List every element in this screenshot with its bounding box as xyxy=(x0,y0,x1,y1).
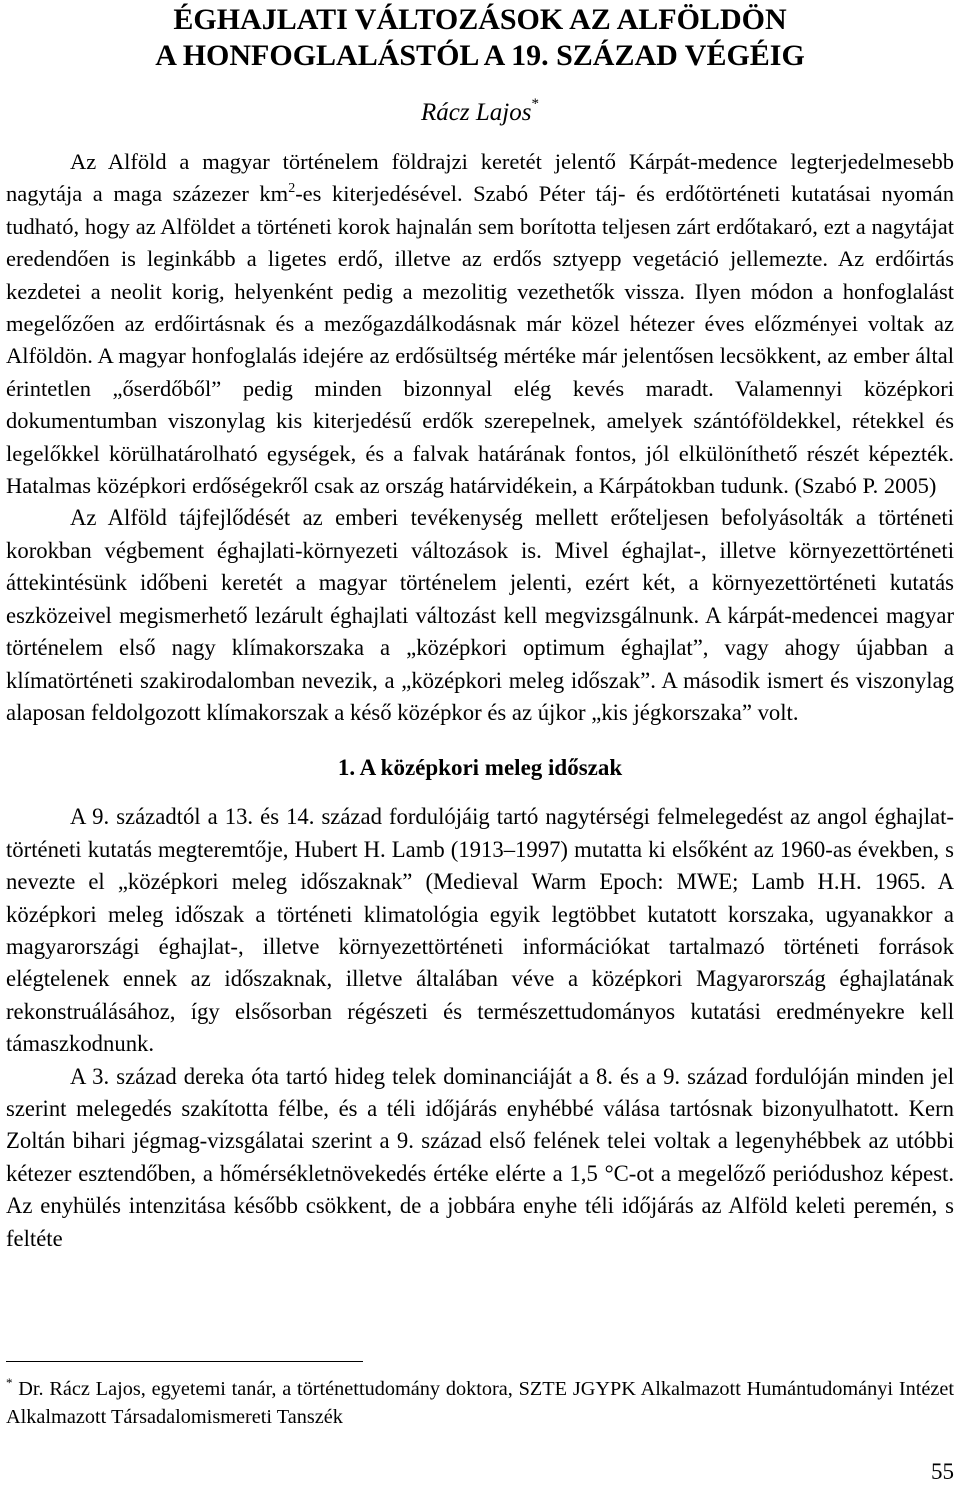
title-line-1: ÉGHAJLATI VÁLTOZÁSOK AZ ALFÖLDÖN xyxy=(173,3,787,36)
footnote xyxy=(6,1376,954,1431)
footnote-divider xyxy=(6,1361,363,1362)
footnote-mark: * xyxy=(6,1375,13,1390)
paragraph-1-text-start: Az Alföld a magyar történelem földrajzi keretét jelentő Kárpát-medence legterjedelmesebb nagytája a maga százezer km xyxy=(6,149,954,207)
paragraph-1-text-end: -es kiterjedésével. Szabó Péter táj- és erdőtörténeti kutatásai nyomán tudható, hogy az Alföldet a történeti korok hajnalán sem borította teljesen zárt erdőtakaró, ezt a nagytájat eredendően is leginkább a ligetes erdő, illetve az erdős sztyepp vegetáció jellemezte. Az erdőirtás kezdetei a neolit korig, helyenként pedig a mezolitig vezethetők vissza. Ilyen módon a honfoglalást megelőzően az erdőirtásnak és a mezőgazdálkodásnak már közel hétezer éves előzményei voltak az Alföldön. A magyar honfoglalás idejére az erdősültség mértéke már jelentősen lecsökkent, az ember által érintetlen „őserdőből” pedig minden bizonnyal elég kevés maradt. Valamennyi középkori dokumentumban viszonylag kis kiterjedésű erdők szerepelnek, amelyek szántóföldekkel, rétekkel és legelőkkel körülhatárolható egységek, és a falvak határának fontos, jól elkülöníthető részét képezték. Hatalmas középkori erdőségekről csak az ország határvidékein, a Kárpátokban tudunk. (Szabó P. 2005) xyxy=(6,181,954,499)
superscript-2: 2 xyxy=(288,181,296,197)
footnote-text: Dr. Rácz Lajos, egyetemi tanár, a történettudomány doktora, SZTE JGYPK Alkalmazott Humántudományi Intézet Alkalmazott Társadalomismereti Tanszék xyxy=(6,1378,954,1428)
article-title xyxy=(6,0,954,74)
section-paragraph-1: A 9. századtól a 13. és 14. század fordulójáig tartó nagytérségi felmelegedést az angol éghajlat-történeti kutatás megteremtője, Hubert H. Lamb (1913–1997) mutatta ki elsőként az 1960-as években, s nevezte el „középkori meleg időszaknak” (Medieval Warm Epoch: MWE; Lamb H.H. 1965. A középkori meleg időszak a történeti klimatológia egyik legtöbbet kutatott korszaka, ugyanakkor a magyarországi éghajlat-, illetve környezettörténeti információkat tartalmazó történeti források elégtelenek ennek az időszaknak, illetve általában véve a középkori Magyarország éghajlatának rekonstruálásához, így elsősorban régészeti és természettudományos kutatási eredményekre kell támaszkodnunk. xyxy=(6,804,954,1057)
page-number: 55 xyxy=(931,1459,954,1484)
body-paragraph-1 xyxy=(6,146,954,502)
author-footnote-mark: * xyxy=(531,96,539,112)
section-heading: 1. A középkori meleg időszak xyxy=(337,755,623,781)
document-page xyxy=(6,0,954,1492)
author-name: Rácz Lajos xyxy=(421,99,532,126)
author-line xyxy=(6,98,954,128)
title-line-2: A HONFOGLALÁSTÓL A 19. SZÁZAD VÉGÉIG xyxy=(155,39,805,72)
body-paragraph-2: Az Alföld tájfejlődését az emberi tevékenység mellett erőteljesen befolyásolták a történeti korokban végbement éghajlati-környezeti változások is. Mivel éghajlat-, illetve környezettörténeti áttekintésünk időbeni keretét a magyar történelem jelenti, ezért két, a környezettörténeti kutatás eszközeivel megismerhető lezárult éghajlati változást kell megvizsgálnunk. A kárpát-medencei magyar történelem első nagy klímakorszaka a „középkori optimum éghajlat”, vagy ahogy újabban a klímatörténeti szakirodalomban nevezik, a „középkori meleg időszak”. A második ismert és viszonylag alaposan feldolgozott klímakorszak a késő középkor és az újkor „kis jégkorszaka” volt. xyxy=(6,505,954,725)
section-paragraph-2: A 3. század dereka óta tartó hideg telek dominanciáját a 8. és a 9. század fordulóján minden jel szerint melegedés szakította félbe, és a téli időjárás enyhébbé válása tartósnak bizonyulhatott. Kern Zoltán bihari jégmag-vizsgálatai szerint a 9. század első felének telei voltak a legenyhébbek az utóbbi kétezer esztendőben, a hőmérsékletnövekedés értéke elérte a 1,5 °C-ot a megelőző periódushoz képest. Az enyhülés intenzitása később csökkent, de a jobbára enyhe téli időjárás az Alföld keleti peremén, s feltéte xyxy=(6,1063,954,1251)
